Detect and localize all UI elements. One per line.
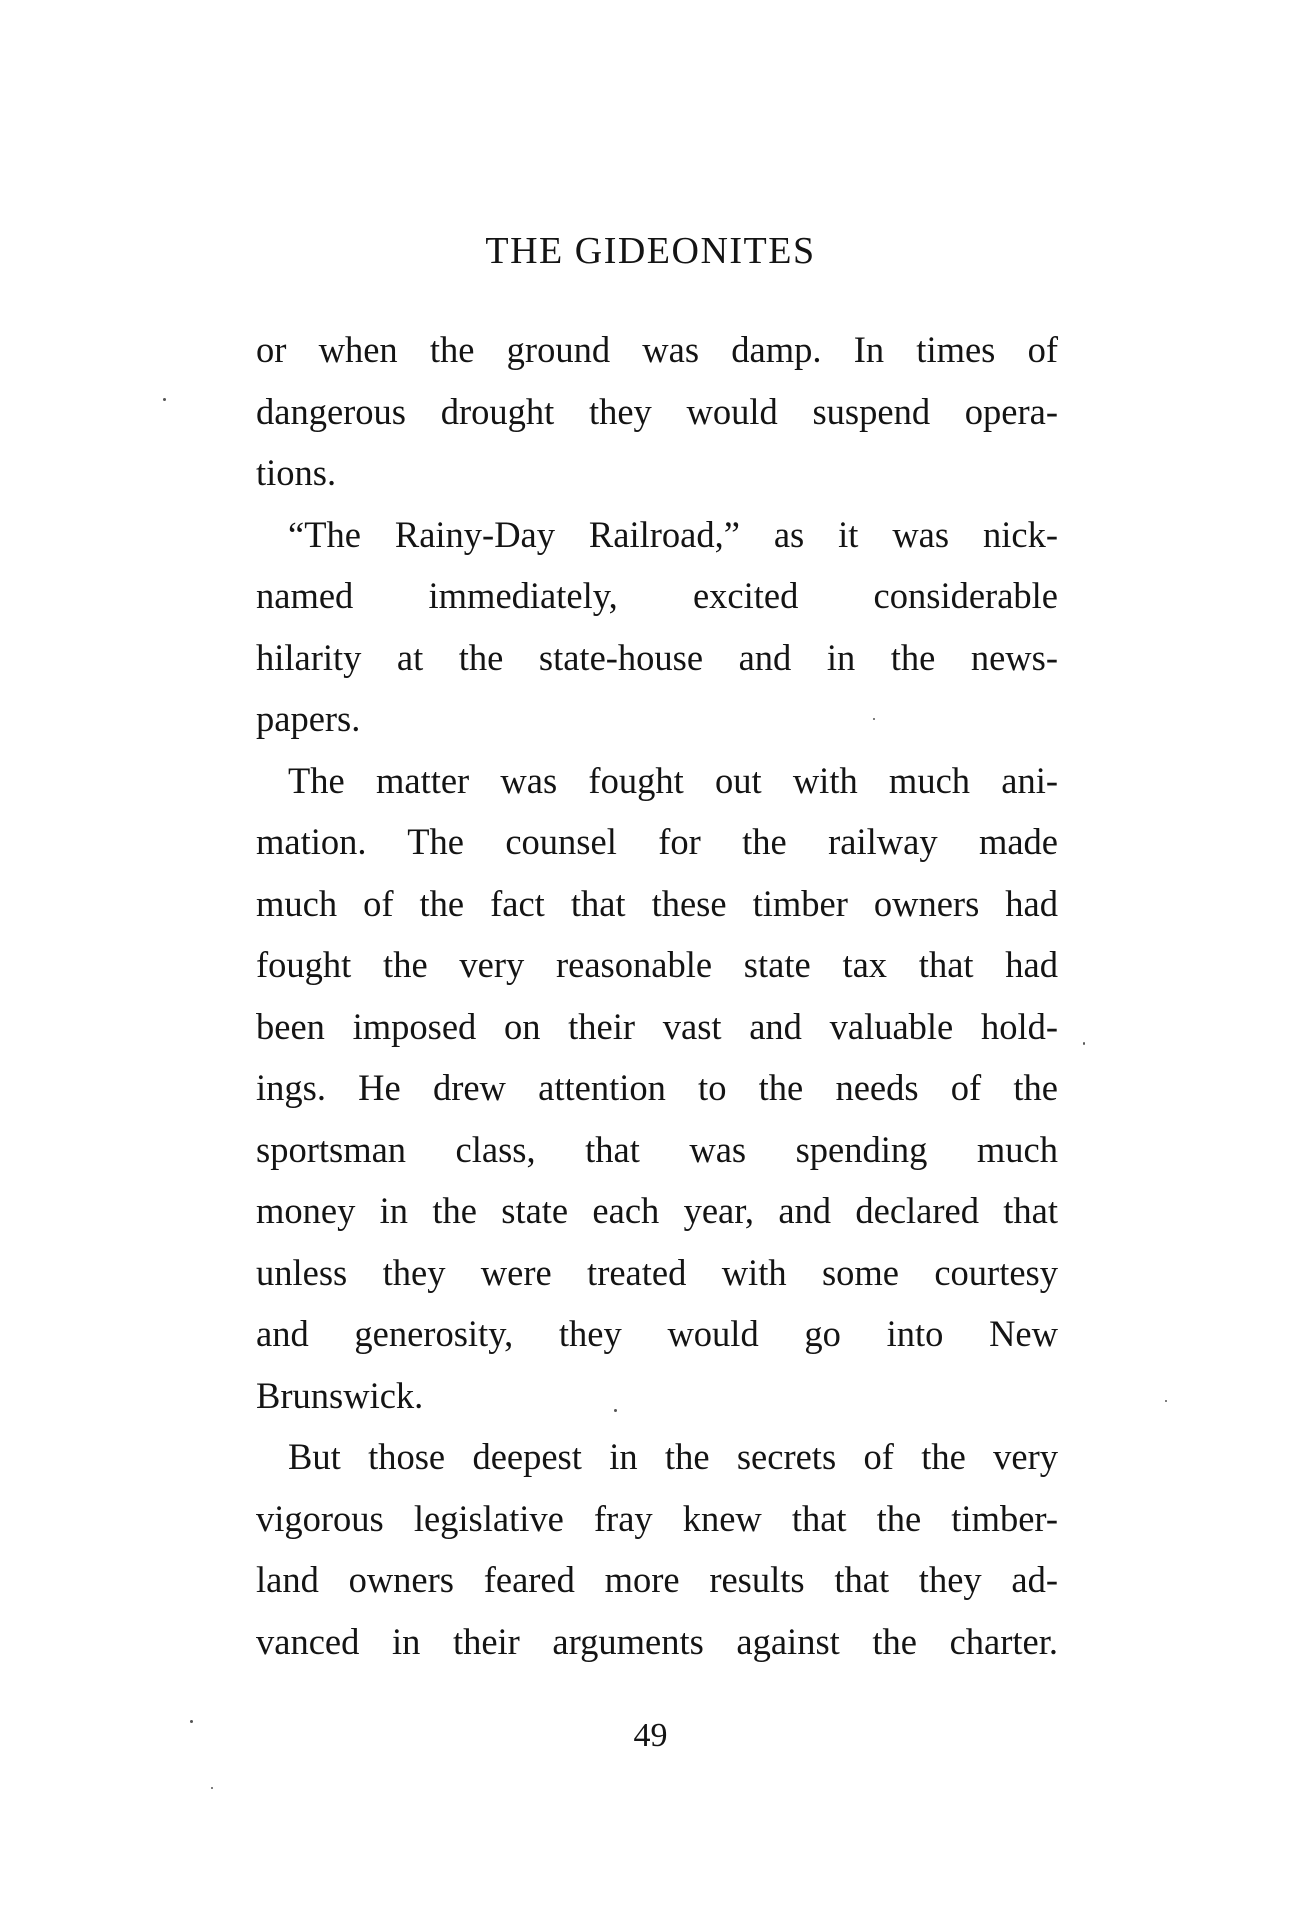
text-line: fought the very reasonable state tax that had xyxy=(256,944,1058,985)
text-line: mation. The counsel for the railway made xyxy=(256,821,1058,862)
paragraph xyxy=(256,1426,1058,1672)
scan-speck xyxy=(211,1787,213,1789)
text-line: or when the ground was damp. In times of xyxy=(256,329,1058,370)
text-line: tions. xyxy=(256,452,337,493)
scan-speck xyxy=(163,398,166,401)
text-line: hilarity at the state-house and in the news- xyxy=(256,636,1058,678)
text-line: and generosity, they would go into New xyxy=(256,1313,1058,1354)
text-line: But those deepest in the secrets of the very xyxy=(288,1436,1058,1477)
scan-speck xyxy=(873,718,875,720)
text-line: Brunswick. xyxy=(256,1374,424,1416)
text-line: unless they were treated with some courtesy xyxy=(256,1251,1058,1293)
scan-speck xyxy=(614,1409,617,1412)
paragraph xyxy=(256,319,1058,504)
text-line: much of the fact that these timber owners had xyxy=(256,882,1058,924)
text-line: dangerous drought they would suspend opera- xyxy=(256,390,1058,432)
text-line: been imposed on their vast and valuable hold- xyxy=(256,1005,1058,1047)
page-number: 49 xyxy=(633,1717,668,1754)
text-line: vanced in their arguments against the charter. xyxy=(256,1620,1058,1662)
text-line: The matter was fought out with much ani- xyxy=(288,759,1058,801)
text-line: sportsman class, that was spending much xyxy=(256,1128,1058,1170)
running-head: THE GIDEONITES xyxy=(485,230,816,272)
text-line: money in the state each year, and declared that xyxy=(256,1190,1058,1231)
text-line: ings. He drew attention to the needs of the xyxy=(256,1067,1058,1108)
paragraph xyxy=(256,750,1058,1427)
body-text xyxy=(256,319,1058,1672)
text-line: named immediately, excited considerable xyxy=(256,575,1058,616)
text-line: “The Rainy-Day Railroad,” as it was nick- xyxy=(288,513,1058,555)
text-line: papers. xyxy=(256,698,361,739)
scan-speck xyxy=(1083,1042,1085,1045)
paragraph xyxy=(256,504,1058,750)
scan-speck xyxy=(190,1720,193,1723)
scan-speck xyxy=(1165,1400,1167,1402)
text-line: vigorous legislative fray knew that the timber- xyxy=(256,1497,1058,1539)
text-line: land owners feared more results that they ad- xyxy=(256,1559,1058,1600)
